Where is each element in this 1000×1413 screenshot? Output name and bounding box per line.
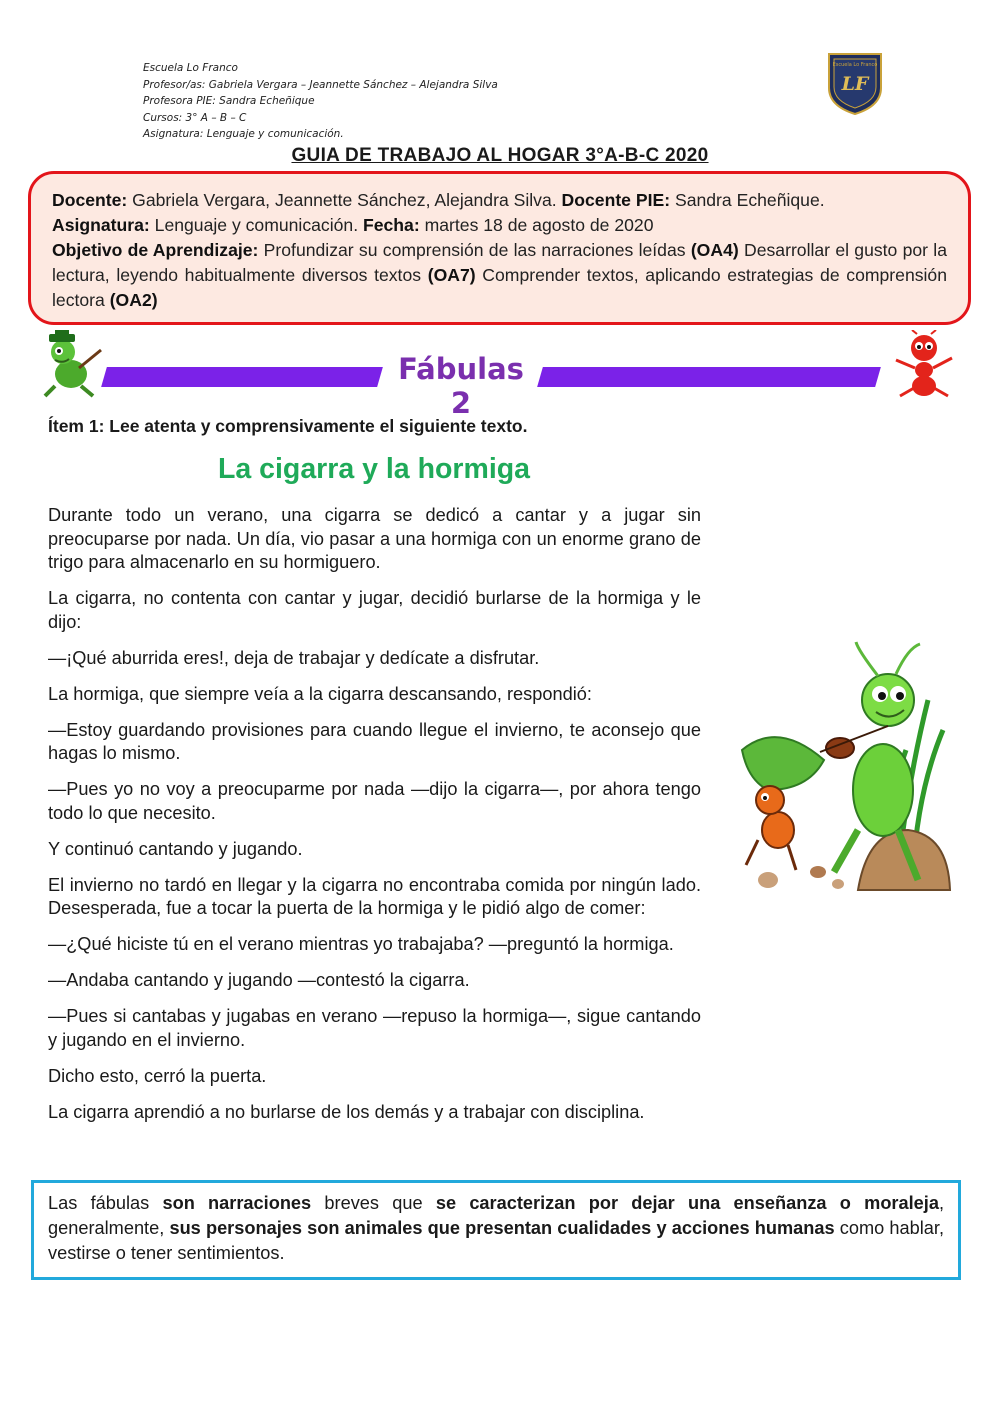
- story-paragraph: La cigarra aprendió a no burlarse de los demás y a trabajar con disciplina.: [48, 1101, 645, 1122]
- fable-bold-3: sus personajes son animales que presentan cualidades y acciones humanas: [169, 1218, 835, 1238]
- fable-text-1: Las fábulas: [48, 1193, 163, 1213]
- fable-text-4: como hablar, vestirse o tener sentimientos.: [48, 1218, 945, 1263]
- asignatura-line: [52, 213, 947, 238]
- story-paragraph: Y continuó cantando y jugando.: [48, 838, 303, 859]
- objetivo-part3: Comprender textos, aplicando estrategias de comprensión lectora: [52, 265, 948, 310]
- courses-line: Cursos: 3° A – B – C: [143, 111, 247, 124]
- story-paragraph: El invierno no tardó en llegar y la cigarra no encontraba comida por ningún lado. Desesperada, fue a tocar la puerta de la hormiga y le pidió algo de comer:: [48, 874, 701, 918]
- docente-pie-value: Sandra Echeñique.: [670, 190, 825, 210]
- docente-pie-label: Docente PIE:: [561, 190, 671, 210]
- objetivo-label: Objetivo de Aprendizaje:: [52, 240, 259, 260]
- info-box: [28, 171, 971, 325]
- story-paragraph: —¿Qué hiciste tú en el verano mientras yo trabajaba? —preguntó la hormiga.: [48, 934, 674, 954]
- objetivo-part2: Desarrollar el gusto por la lectura, leyendo habitualmente diversos textos: [52, 240, 947, 285]
- docente-value: Gabriela Vergara, Jeannette Sánchez, Alejandra Silva.: [127, 190, 562, 210]
- logo-initials: LF: [841, 73, 869, 95]
- cicada-and-ant-illustration-icon: [738, 640, 954, 898]
- story-paragraph: Dicho esto, cerró la puerta.: [48, 1065, 267, 1086]
- guide-title: GUIA DE TRABAJO AL HOGAR 3°A-B-C 2020: [291, 145, 709, 166]
- story-paragraph: —¡Qué aburrida eres!, deja de trabajar y dedícate a disfrutar.: [48, 647, 540, 668]
- story-paragraph: —Estoy guardando provisiones para cuando llegue el invierno, te aconsejo que hagas lo mismo.: [48, 719, 701, 763]
- banner-bar-right: [537, 367, 881, 387]
- story-text: [48, 504, 701, 1137]
- oa4-code: (OA4): [690, 240, 739, 260]
- story-paragraph: —Andaba cantando y jugando —contestó la cigarra.: [48, 970, 470, 990]
- story-title: [48, 453, 700, 486]
- story-paragraph: Durante todo un verano, una cigarra se dedicó a cantar y a jugar sin preocuparse por nada. Un día, vio pasar a una hormiga con un enorme grano de trigo para almacenarlo en su hormiguero.: [48, 505, 701, 572]
- school-name: Escuela Lo Franco: [143, 62, 238, 74]
- fable-definition-box: [31, 1180, 961, 1280]
- teachers-line: Profesor/as: Gabriela Vergara – Jeannette Sánchez – Alejandra Silva: [143, 78, 498, 91]
- oa2-code: (OA2): [109, 290, 158, 310]
- docente-label: Docente:: [52, 190, 128, 210]
- fecha-label: Fecha:: [362, 215, 420, 235]
- ant-mascot-icon: [884, 330, 960, 400]
- story-paragraph: —Pues si cantabas y jugabas en verano —repuso la hormiga—, sigue cantando y jugando en el invierno.: [48, 1006, 701, 1050]
- banner-title: Fábulas 2: [398, 352, 524, 420]
- fable-bold-1: son narraciones: [162, 1193, 312, 1213]
- grasshopper-mascot-icon: [35, 330, 107, 398]
- fable-bold-2: se caracterizan por dejar una enseñanza o moraleja: [435, 1193, 939, 1213]
- story-paragraph: La cigarra, no contenta con cantar y jugar, decidió burlarse de la hormiga y le dijo:: [48, 588, 701, 632]
- fable-text-3: , generalmente,: [48, 1193, 945, 1238]
- docente-line: [52, 188, 947, 213]
- asignatura-label: Asignatura:: [52, 215, 150, 235]
- school-logo-icon: [823, 48, 887, 116]
- banner-bar-left: [101, 367, 383, 387]
- fecha-value: martes 18 de agosto de 2020: [419, 215, 654, 235]
- school-info: [143, 60, 703, 143]
- subject-line: Asignatura: Lenguaje y comunicación.: [143, 128, 344, 140]
- item-heading: Ítem 1: Lee atenta y comprensivamente el siguiente texto.: [48, 416, 528, 436]
- story-paragraph: La hormiga, que siempre veía a la cigarra descansando, respondió:: [48, 683, 592, 704]
- objetivo-part1: Profundizar su comprensión de las narraciones leídas: [258, 240, 691, 260]
- logo-ring-text: Escuela Lo Franco: [832, 62, 878, 68]
- story-title-text: La cigarra y la hormiga: [217, 453, 531, 485]
- fable-definition: [48, 1191, 944, 1266]
- pie-teacher-line: Profesora PIE: Sandra Echeñique: [143, 95, 315, 107]
- objetivo-paragraph: [52, 238, 947, 313]
- fable-text-2: breves que: [311, 1193, 436, 1213]
- oa7-code: (OA7): [427, 265, 476, 285]
- story-paragraph: —Pues yo no voy a preocuparme por nada —dijo la cigarra—, por ahora tengo todo lo que necesito.: [48, 779, 701, 823]
- asignatura-value: Lenguaje y comunicación.: [149, 215, 363, 235]
